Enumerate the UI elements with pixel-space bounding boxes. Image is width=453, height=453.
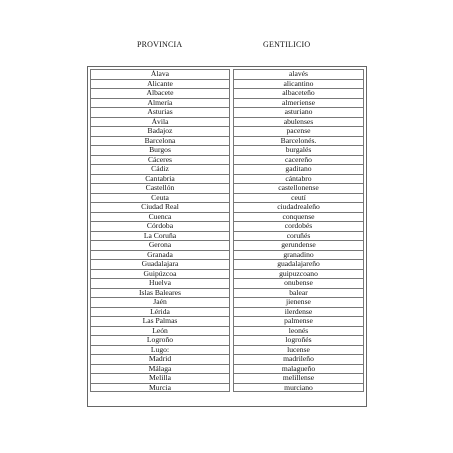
provincia-cell: Las Palmas (90, 316, 230, 326)
gentilicio-cell: guipuzcoano (233, 269, 364, 279)
gentilicio-cell: cordobés (233, 221, 364, 231)
provincia-cell: Lérida (90, 307, 230, 317)
provincia-cell: Lugo: (90, 345, 230, 355)
provincia-cell: Alicante (90, 79, 230, 89)
provincia-column (90, 69, 230, 392)
gentilicio-cell: palmense (233, 316, 364, 326)
gentilicio-cell: lucense (233, 345, 364, 355)
gentilicio-cell: abulenses (233, 117, 364, 127)
provincia-cell: Cádiz (90, 164, 230, 174)
provincia-cell: Castellón (90, 183, 230, 193)
provincia-cell: Guipúzcoa (90, 269, 230, 279)
gentilicio-cell: almeriense (233, 98, 364, 108)
gentilicio-cell: pacense (233, 126, 364, 136)
gentilicio-cell: granadino (233, 250, 364, 260)
provincia-cell: Málaga (90, 364, 230, 374)
gentilicio-cell: castellonense (233, 183, 364, 193)
provincia-cell: Madrid (90, 354, 230, 364)
provincia-cell: Guadalajara (90, 259, 230, 269)
provincia-cell: Almería (90, 98, 230, 108)
provincia-cell: Barcelona (90, 136, 230, 146)
gentilicio-cell: gerundense (233, 240, 364, 250)
gentilicio-cell: cántabro (233, 174, 364, 184)
provincia-cell: Huelva (90, 278, 230, 288)
gentilicio-cell: coruñés (233, 231, 364, 241)
gentilicio-cell: melillense (233, 373, 364, 383)
gentilicio-cell: guadalajareño (233, 259, 364, 269)
gentilicio-cell: albaceteño (233, 88, 364, 98)
gentilicio-column (233, 69, 364, 392)
provincia-cell: Granada (90, 250, 230, 260)
provincia-cell: Asturias (90, 107, 230, 117)
provincia-cell: Ciudad Real (90, 202, 230, 212)
provincia-cell: Cantabria (90, 174, 230, 184)
gentilicio-cell: cacereño (233, 155, 364, 165)
provincia-cell: Islas Baleares (90, 288, 230, 298)
gentilicio-cell: ceutí (233, 193, 364, 203)
provincia-cell: Gerona (90, 240, 230, 250)
gentilicio-cell: madrileño (233, 354, 364, 364)
provincia-cell: Cuenca (90, 212, 230, 222)
provincia-cell: Álava (90, 69, 230, 79)
gentilicio-cell: murciano (233, 383, 364, 393)
header-gentilicio: GENTILICIO (263, 40, 311, 49)
gentilicio-cell: alavés (233, 69, 364, 79)
header-provincia: PROVINCIA (137, 40, 183, 49)
gentilicio-cell: balear (233, 288, 364, 298)
gentilicio-cell: burgalés (233, 145, 364, 155)
gentilicio-cell: leonés (233, 326, 364, 336)
provincia-cell: Badajoz (90, 126, 230, 136)
provincia-cell: Ávila (90, 117, 230, 127)
provincia-cell: Córdoba (90, 221, 230, 231)
gentilicio-cell: alicantino (233, 79, 364, 89)
gentilicio-cell: malagueño (233, 364, 364, 374)
gentilicio-cell: asturiano (233, 107, 364, 117)
provincia-cell: Logroño (90, 335, 230, 345)
provincia-cell: Murcia (90, 383, 230, 393)
provincia-cell: La Coruña (90, 231, 230, 241)
provincia-cell: Ceuta (90, 193, 230, 203)
gentilicio-cell: conquense (233, 212, 364, 222)
gentilicio-cell: ilerdense (233, 307, 364, 317)
gentilicio-cell: logroñés (233, 335, 364, 345)
provincia-cell: Burgos (90, 145, 230, 155)
provincia-cell: Cáceres (90, 155, 230, 165)
provincia-cell: Jaén (90, 297, 230, 307)
gentilicio-cell: onubense (233, 278, 364, 288)
provincia-cell: Melilla (90, 373, 230, 383)
gentilicio-cell: jienense (233, 297, 364, 307)
gentilicio-cell: ciudadrealeño (233, 202, 364, 212)
gentilicio-cell: Barcelonés. (233, 136, 364, 146)
provincia-cell: Albacete (90, 88, 230, 98)
provincia-cell: León (90, 326, 230, 336)
gentilicio-cell: gaditano (233, 164, 364, 174)
